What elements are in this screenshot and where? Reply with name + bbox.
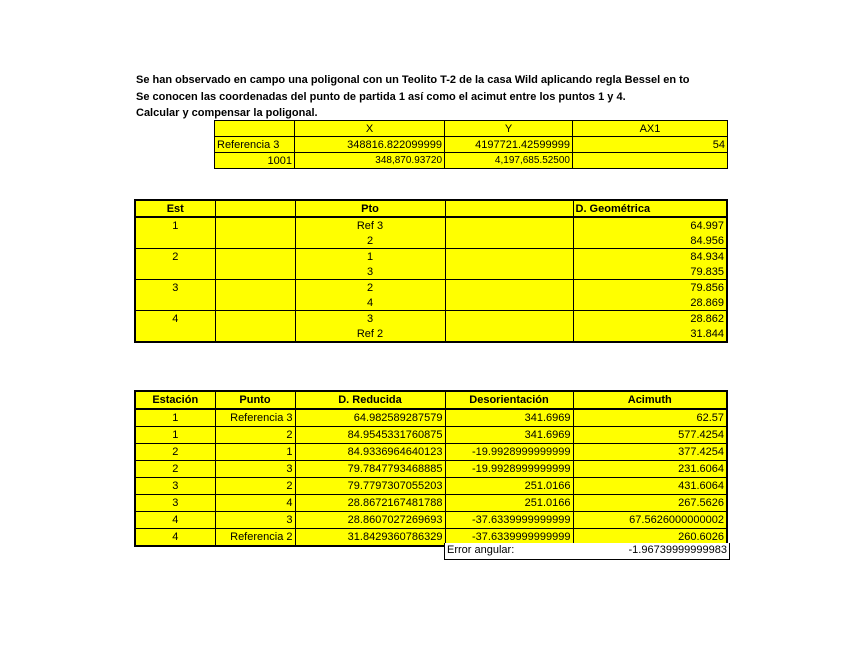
computation-row — [135, 495, 727, 512]
calc-est-cell[interactable]: 2 — [135, 461, 215, 478]
obs-blank-cell[interactable] — [445, 280, 573, 296]
observation-row — [135, 233, 727, 249]
calc-dr-cell[interactable]: 84.9336964640123 — [295, 444, 445, 461]
computation-row — [135, 461, 727, 478]
obs-blank-cell[interactable] — [445, 249, 573, 265]
header-estacion: Estación — [135, 391, 215, 409]
coordinates-header-x: X — [295, 121, 445, 137]
computation-header-row — [135, 391, 727, 409]
coordinates-header-ax1: AX1 — [573, 121, 728, 137]
coordinates-header-y: Y — [445, 121, 573, 137]
calc-est-cell[interactable]: 3 — [135, 495, 215, 512]
obs-pto-cell[interactable]: 1 — [295, 249, 445, 265]
observations-header-row — [135, 200, 727, 217]
obs-blank-cell[interactable] — [215, 311, 295, 327]
computation-table — [134, 390, 728, 547]
obs-est-cell[interactable]: 1 — [135, 217, 215, 233]
observation-row — [135, 295, 727, 311]
obs-blank-cell[interactable] — [445, 295, 573, 311]
header-d-reducida: D. Reducida — [295, 391, 445, 409]
observation-row — [135, 249, 727, 265]
calc-az-cell[interactable]: 267.5626 — [573, 495, 727, 512]
calc-punto-cell[interactable]: 1 — [215, 444, 295, 461]
angular-error-row — [444, 543, 730, 560]
coordinates-header-row — [215, 121, 728, 137]
computation-row — [135, 409, 727, 427]
computation-row — [135, 444, 727, 461]
obs-blank-cell[interactable] — [445, 326, 573, 342]
obs-pto-cell[interactable]: 2 — [295, 280, 445, 296]
obs-blank-cell[interactable] — [215, 295, 295, 311]
observation-row — [135, 217, 727, 233]
calc-az-cell[interactable]: 577.4254 — [573, 427, 727, 444]
obs-blank-cell[interactable] — [215, 249, 295, 265]
obs-blank-cell[interactable] — [445, 311, 573, 327]
calc-az-cell[interactable]: 377.4254 — [573, 444, 727, 461]
obs-blank-cell[interactable] — [445, 217, 573, 233]
calc-des-cell[interactable]: 341.6969 — [445, 409, 573, 427]
calc-az-cell[interactable]: 67.5626000000002 — [573, 512, 727, 529]
calc-dr-cell[interactable]: 79.7847793468885 — [295, 461, 445, 478]
coordinates-row — [215, 153, 728, 169]
header-punto: Punto — [215, 391, 295, 409]
obs-dg-cell[interactable]: 31.844 — [573, 326, 727, 342]
obs-est-cell[interactable] — [135, 233, 215, 249]
calc-az-cell[interactable]: 431.6064 — [573, 478, 727, 495]
calc-est-cell[interactable]: 2 — [135, 444, 215, 461]
calc-est-cell[interactable]: 4 — [135, 512, 215, 529]
calc-az-cell[interactable]: 62.57 — [573, 409, 727, 427]
calc-des-cell[interactable]: -37.6339999999999 — [445, 529, 573, 547]
obs-est-cell[interactable] — [135, 264, 215, 280]
calc-est-cell[interactable]: 3 — [135, 478, 215, 495]
obs-dg-cell[interactable]: 28.862 — [573, 311, 727, 327]
calc-des-cell[interactable]: 341.6969 — [445, 427, 573, 444]
obs-dg-cell[interactable]: 64.997 — [573, 217, 727, 233]
obs-dg-cell[interactable]: 84.934 — [573, 249, 727, 265]
calc-des-cell[interactable]: 251.0166 — [445, 495, 573, 512]
calc-punto-cell[interactable]: 3 — [215, 512, 295, 529]
coord-name-cell[interactable]: 1001 — [215, 153, 295, 169]
intro-line-2: Se conocen las coordenadas del punto de partida 1 así como el acimut entre los puntos 1 y 4. — [136, 91, 626, 103]
coord-y-cell[interactable]: 4197721.42599999 — [445, 137, 573, 153]
obs-est-cell[interactable]: 4 — [135, 311, 215, 327]
obs-dg-cell[interactable]: 79.856 — [573, 280, 727, 296]
calc-punto-cell[interactable]: Referencia 2 — [215, 529, 295, 547]
angular-error-label: Error angular: — [447, 544, 515, 556]
header-est: Est — [135, 200, 215, 217]
calc-punto-cell[interactable]: 2 — [215, 478, 295, 495]
obs-pto-cell[interactable]: Ref 2 — [295, 326, 445, 342]
obs-est-cell[interactable] — [135, 295, 215, 311]
calc-dr-cell[interactable]: 28.8607027269693 — [295, 512, 445, 529]
observation-row — [135, 311, 727, 327]
angular-error-value[interactable]: -1.96739999999983 — [628, 544, 727, 556]
calc-az-cell[interactable]: 231.6064 — [573, 461, 727, 478]
calc-az-cell[interactable]: 260.6026 — [573, 529, 727, 547]
computation-row — [135, 512, 727, 529]
obs-blank-cell[interactable] — [215, 264, 295, 280]
obs-blank-cell[interactable] — [215, 326, 295, 342]
calc-des-cell[interactable]: -37.6339999999999 — [445, 512, 573, 529]
obs-pto-cell[interactable]: 3 — [295, 311, 445, 327]
calc-des-cell[interactable]: -19.9928999999999 — [445, 444, 573, 461]
intro-line-3: Calcular y compensar la poligonal. — [136, 107, 318, 119]
coordinates-row — [215, 137, 728, 153]
calc-est-cell[interactable]: 1 — [135, 427, 215, 444]
calc-des-cell[interactable]: 251.0166 — [445, 478, 573, 495]
coord-y-cell[interactable]: 4,197,685.52500 — [445, 153, 573, 169]
calc-punto-cell[interactable]: 4 — [215, 495, 295, 512]
calc-punto-cell[interactable]: 3 — [215, 461, 295, 478]
observations-table — [134, 199, 728, 343]
header-desorientacion: Desorientación — [445, 391, 573, 409]
calc-dr-cell[interactable]: 28.8672167481788 — [295, 495, 445, 512]
header-pto: Pto — [295, 200, 445, 217]
coord-name-cell[interactable]: Referencia 3 — [215, 137, 295, 153]
obs-est-cell[interactable]: 3 — [135, 280, 215, 296]
obs-dg-cell[interactable]: 79.835 — [573, 264, 727, 280]
calc-est-cell[interactable]: 1 — [135, 409, 215, 427]
calc-dr-cell[interactable]: 79.7797307055203 — [295, 478, 445, 495]
coordinates-header-blank — [215, 121, 295, 137]
obs-blank-cell[interactable] — [445, 264, 573, 280]
obs-dg-cell[interactable]: 84.956 — [573, 233, 727, 249]
calc-dr-cell[interactable]: 64.982589287579 — [295, 409, 445, 427]
calc-dr-cell[interactable]: 31.8429360786329 — [295, 529, 445, 547]
calc-dr-cell[interactable]: 84.9545331760875 — [295, 427, 445, 444]
header-acimuth: Acimuth — [573, 391, 727, 409]
coordinates-table — [214, 120, 728, 169]
obs-pto-cell[interactable]: 2 — [295, 233, 445, 249]
obs-blank-cell[interactable] — [215, 217, 295, 233]
observation-row — [135, 280, 727, 296]
obs-blank-cell[interactable] — [215, 233, 295, 249]
obs-est-cell[interactable] — [135, 326, 215, 342]
obs-pto-cell[interactable]: 4 — [295, 295, 445, 311]
obs-dg-cell[interactable]: 28.869 — [573, 295, 727, 311]
calc-des-cell[interactable]: -19.9928999999999 — [445, 461, 573, 478]
obs-pto-cell[interactable]: Ref 3 — [295, 217, 445, 233]
obs-pto-cell[interactable]: 3 — [295, 264, 445, 280]
intro-line-1: Se han observado en campo una poligonal con un Teolito T-2 de la casa Wild aplicando regla Bessel en to — [136, 74, 690, 86]
coord-x-cell[interactable]: 348,870.93720 — [295, 153, 445, 169]
header-blank-1 — [215, 200, 295, 217]
computation-row — [135, 427, 727, 444]
coord-ax-cell[interactable]: 54 — [573, 137, 728, 153]
obs-blank-cell[interactable] — [215, 280, 295, 296]
obs-est-cell[interactable]: 2 — [135, 249, 215, 265]
calc-punto-cell[interactable]: 2 — [215, 427, 295, 444]
obs-blank-cell[interactable] — [445, 233, 573, 249]
observation-row — [135, 264, 727, 280]
header-blank-2 — [445, 200, 573, 217]
observation-row — [135, 326, 727, 342]
computation-row — [135, 478, 727, 495]
coord-x-cell[interactable]: 348816.822099999 — [295, 137, 445, 153]
calc-est-cell[interactable]: 4 — [135, 529, 215, 547]
calc-punto-cell[interactable]: Referencia 3 — [215, 409, 295, 427]
header-d-geometrica: D. Geométrica — [573, 200, 727, 217]
coord-ax-cell[interactable] — [573, 153, 728, 169]
